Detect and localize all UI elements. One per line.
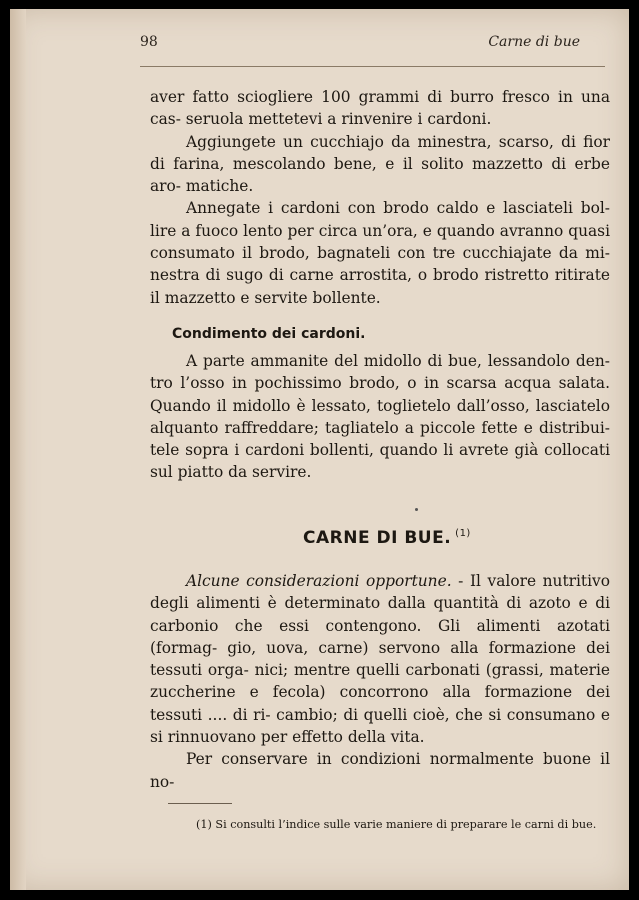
running-title: Carne di bue	[488, 34, 580, 50]
section-title	[303, 528, 471, 548]
page-edge	[10, 9, 26, 890]
footnote-marker: (1)	[455, 528, 471, 540]
paragraph-text: - Il valore nutritivo degli alimenti è determinato dalla quantità di azoto e di carbonio che essi contengono. Gli alimenti azotati (formag- gio, uova, carne) servono alla formazione dei tessuti orga- nici; mentre quelli carbonati (grassi, materie zuccherine e fecola) concorrono alla formazione dei tessuti .... di ri- cambio; di quelli cioè, che si consumano e si rinnuovano per effetto della vita.	[150, 572, 610, 747]
paragraph	[150, 570, 610, 748]
condiment-text-block	[150, 350, 610, 484]
footnote: (1) Si consulti l’indice sulle varie maniere di preparare le carni di bue.	[196, 818, 597, 831]
ornament-dot	[415, 508, 418, 511]
italic-lead: Alcune considerazioni opportune.	[186, 572, 452, 590]
paragraph: A parte ammanite del midollo di bue, lessandolo den- tro l’osso in pochissimo brodo, o in scarsa acqua salata. Quando il midollo è lessato, toglietelo dall’osso, lasciatelo alquanto raffreddare; tagliatelo a piccole fette e distribui- tele sopra i cardoni bollenti, quando li avrete già collocati sul piatto da servire.	[150, 352, 610, 482]
section-text-block	[150, 570, 610, 793]
section-title-text: CARNE DI BUE.	[303, 528, 452, 548]
page-number: 98	[140, 34, 158, 50]
recipe-text-block	[150, 86, 610, 309]
paragraph: Annegate i cardoni con brodo caldo e lasciateli bol- lire a fuoco lento per circa un’ora, e quando avranno quasi consumato il brodo, bagnateli con tre cucchiajate da mi- nestra di sugo di carne arrostita, o brodo ristretto ritirate il mazzetto e servite bollente.	[150, 199, 610, 307]
paragraph: Aggiungete un cucchiajo da minestra, scarso, di fior di farina, mescolando bene, e il solito mazzetto di erbe aro- matiche.	[150, 132, 610, 196]
paragraph: Per conservare in condizioni normalmente buone il no-	[150, 750, 610, 791]
page-header	[140, 34, 600, 56]
footnote-rule	[168, 803, 232, 804]
subheading: Condimento dei cardoni.	[172, 326, 366, 342]
paragraph: aver fatto sciogliere 100 grammi di burro fresco in una cas- seruola mettetevi a rinvenire i cardoni.	[150, 88, 610, 129]
header-rule	[140, 66, 605, 67]
